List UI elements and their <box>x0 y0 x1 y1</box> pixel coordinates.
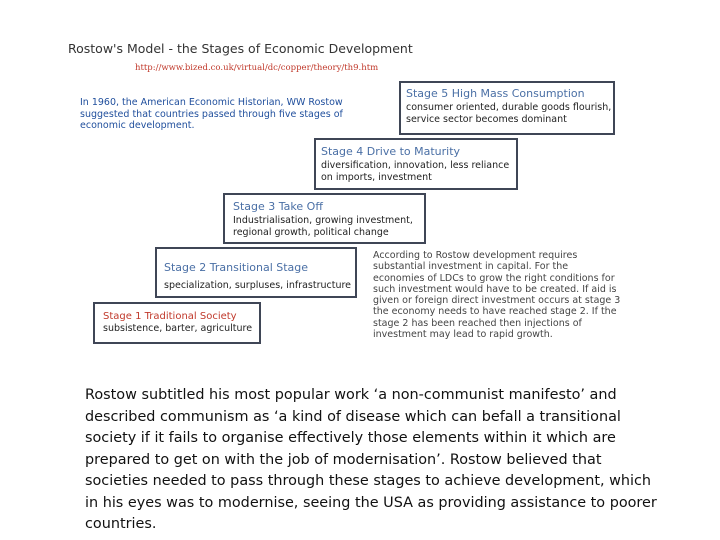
stage-2-description: specialization, surpluses, infrastructure <box>164 280 352 291</box>
stage-4-box <box>314 138 518 190</box>
source-url: http://www.bized.co.uk/virtual/dc/copper/theory/th9.htm <box>135 63 379 73</box>
diagram-title: Rostow's Model - the Stages of Economic Development <box>68 41 413 56</box>
caption-paragraph: Rostow subtitled his most popular work ‘a non-communist manifesto’ and described communism as ‘a kind of disease which can befall a transitional society if it fails to organise effectively those elements within it which are prepared to get on with the job of modernisation’. Rostow believed that societies needed to pass through these stages to achieve development, which in his eyes was to modernise, seeing the USA as providing assistance to poorer countries. <box>85 387 657 532</box>
stage-3-box <box>223 193 426 244</box>
intro-text: In 1960, the American Economic Historian, WW Rostow suggested that countries passed through five stages of economic development. <box>80 97 343 131</box>
investment-note: According to Rostow development requires substantial investment in capital. For the economies of LDCs to grow the right conditions for such investment would have to be created. If aid is given or foreign direct investment occurs at stage 3 the economy needs to have reached stage 2. If the stage 2 has been reached then injections of investment may lead to rapid growth. <box>373 250 621 341</box>
stage-1-title: Stage 1 Traditional Society <box>103 311 237 322</box>
stage-5-title: Stage 5 High Mass Consumption <box>406 87 585 100</box>
stage-2-box <box>155 247 357 298</box>
stage-3-description: Industrialisation, growing investment, regional growth, political change <box>233 215 413 238</box>
stage-1-box <box>93 302 261 344</box>
stage-4-description: diversification, innovation, less reliance on imports, investment <box>321 160 510 183</box>
stage-1-description: subsistence, barter, agriculture <box>103 323 253 334</box>
stage-5-description: consumer oriented, durable goods flourish, service sector becomes dominant <box>406 102 612 125</box>
stage-3-title: Stage 3 Take Off <box>233 200 323 213</box>
stage-5-box <box>399 81 615 135</box>
stage-2-title: Stage 2 Transitional Stage <box>164 261 309 274</box>
stage-4-title: Stage 4 Drive to Maturity <box>321 145 461 158</box>
